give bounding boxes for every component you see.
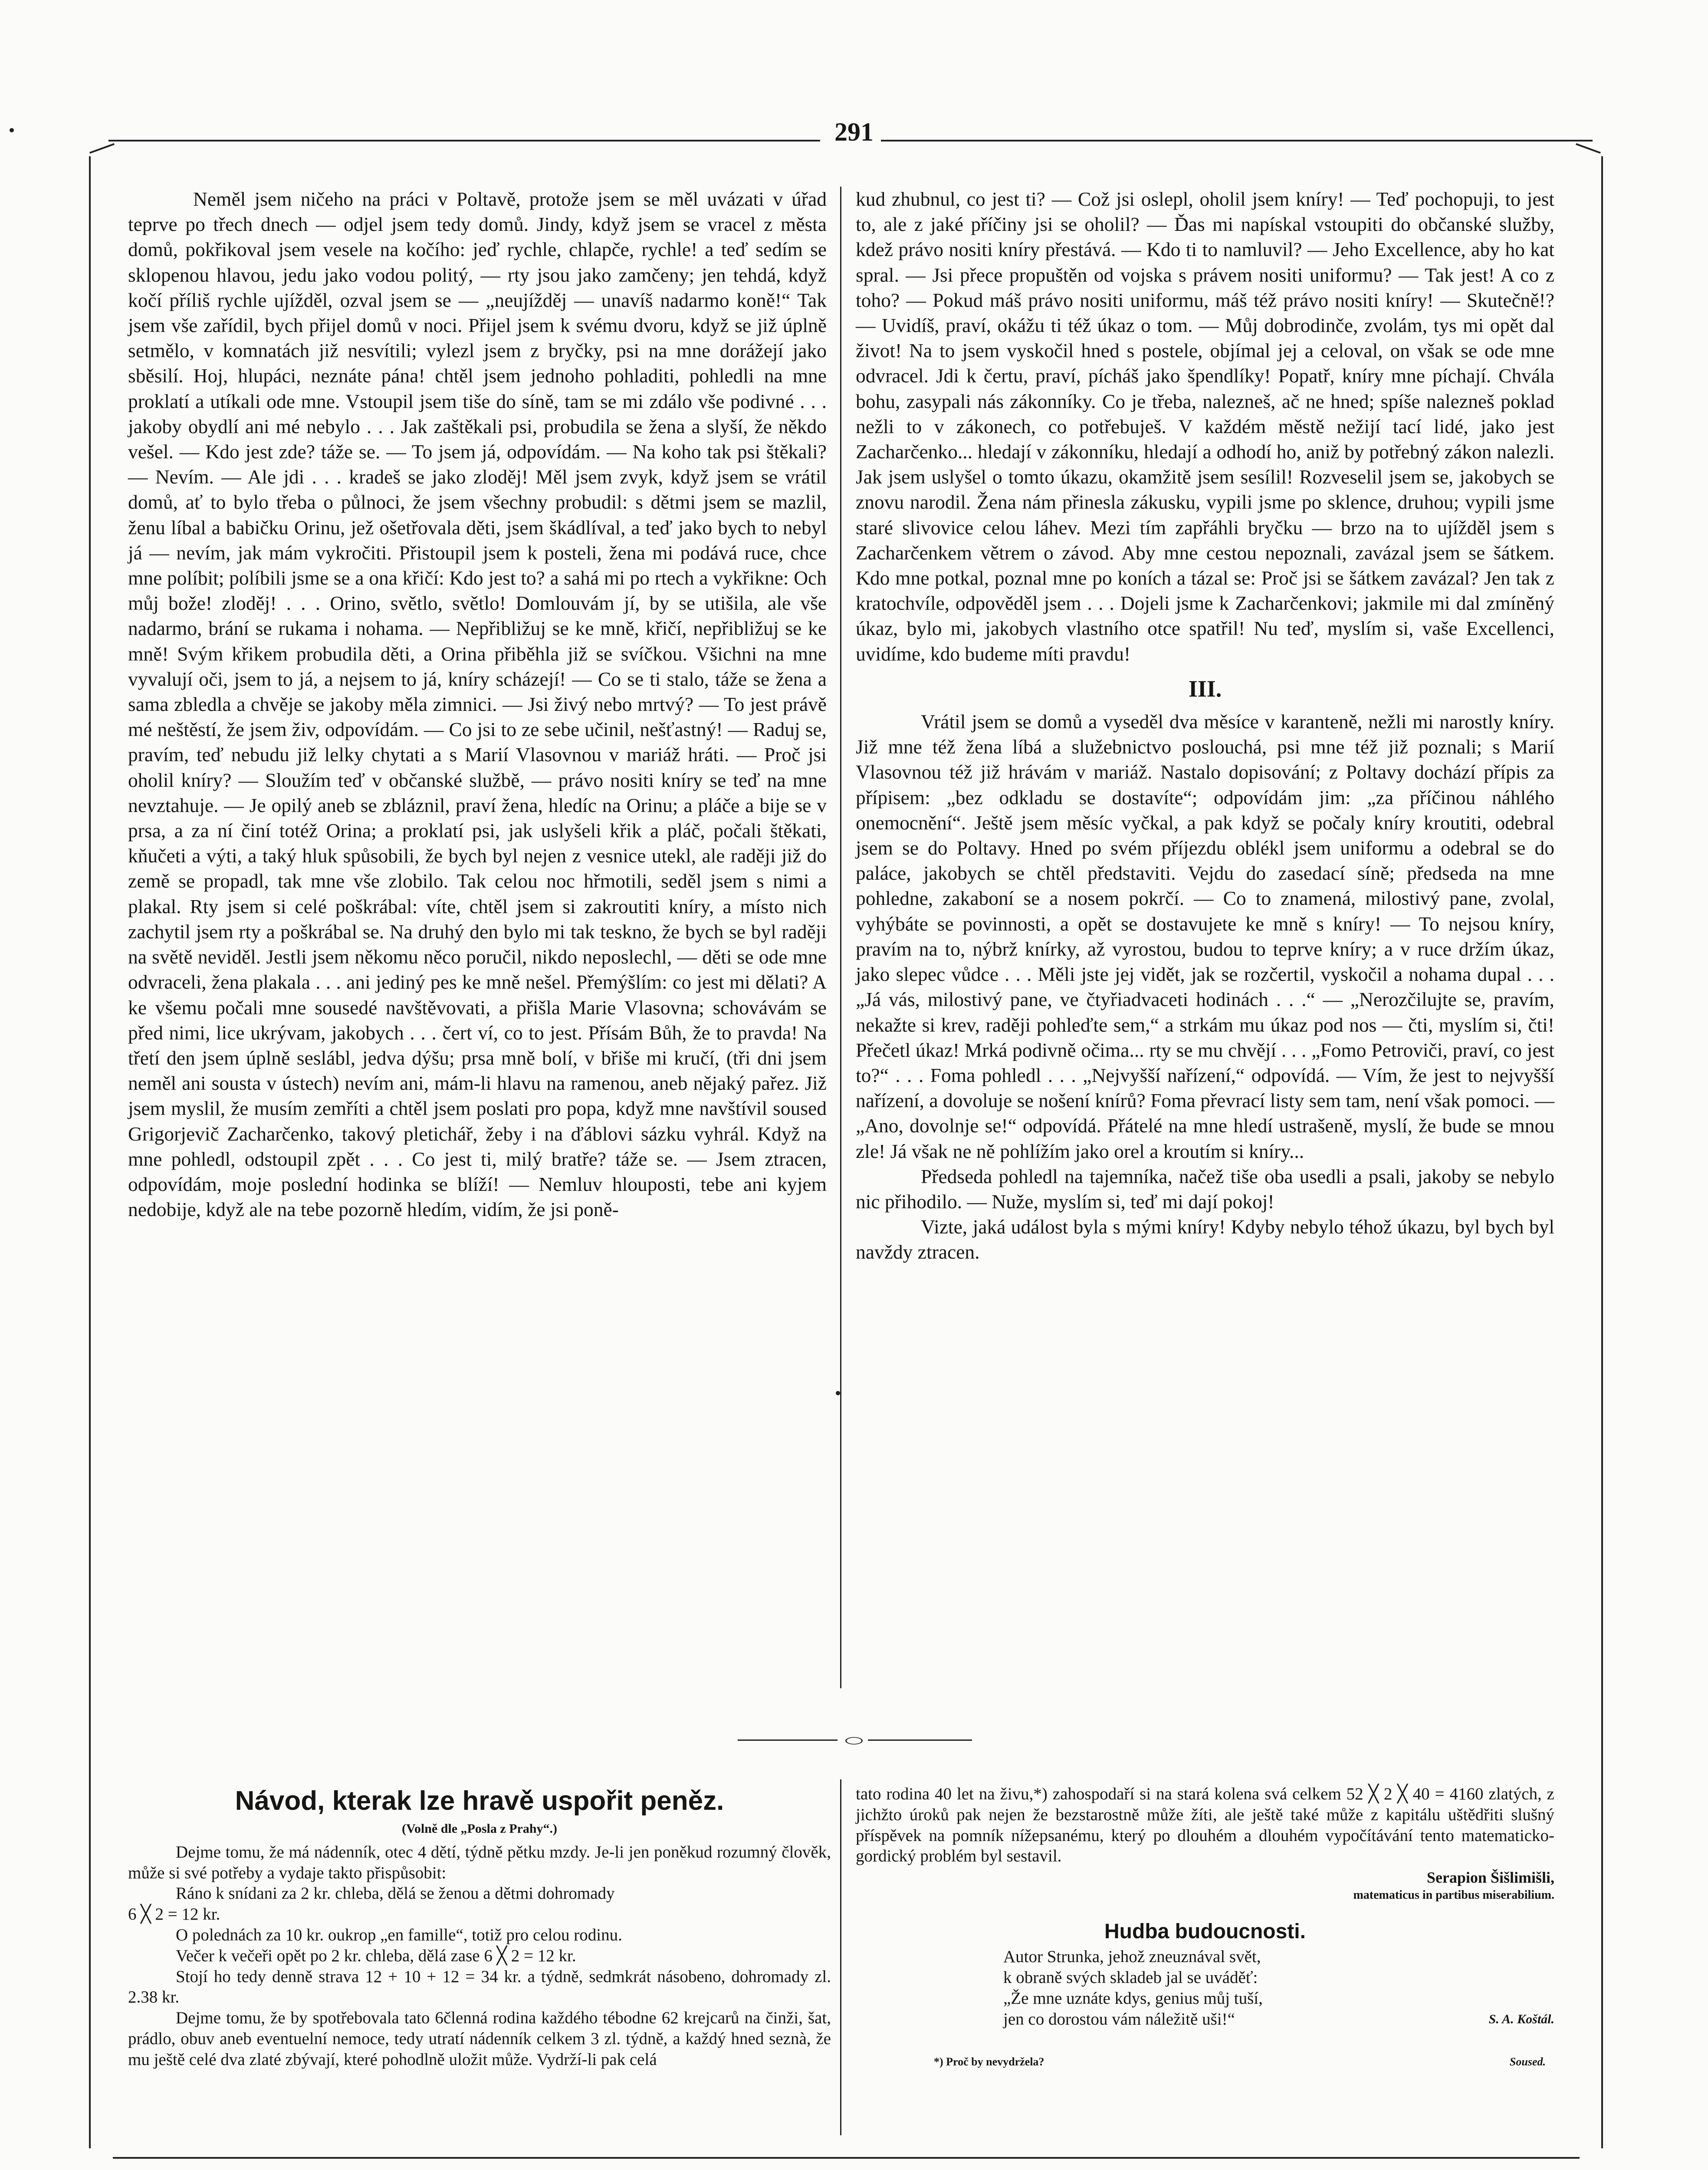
divider-ornament xyxy=(845,1737,863,1745)
frame-left xyxy=(89,156,91,2148)
article-continuation xyxy=(856,1784,1554,2073)
poem-line: „Že mne uznáte kdys, genius můj tuší, xyxy=(1003,1989,1263,2008)
column-separator-lower xyxy=(840,1779,841,2135)
poem-title: Hudba budoucnosti. xyxy=(1104,1920,1306,1943)
story-column-left xyxy=(128,187,827,1222)
top-rule-left xyxy=(108,140,820,141)
divider-bar-right xyxy=(868,1739,972,1741)
story-column-right xyxy=(856,187,1554,1265)
section-heading: III. xyxy=(1188,675,1222,702)
article-line: Večer k večeři opět po 2 kr. chleba, dělá zase 6 ╳ 2 = 12 kr. xyxy=(176,1946,576,1965)
poem-line: k obraně svých skladeb jal se uváděť: xyxy=(1003,1968,1258,1987)
poem-last-line-row xyxy=(1003,2009,1554,2030)
article-line: Stojí ho tedy denně strava 12 + 10 + 12 = 34 kr. a týdně, sedmkrát násobeno, dohromady zl. 2.38 kr. xyxy=(128,1967,831,2007)
article-line: O polednách za 10 kr. oukrop „en famille“, totiž pro celou rodinu. xyxy=(176,1925,622,1944)
ornament-divider xyxy=(738,1735,972,1746)
article-title: Návod, kterak lze hravě uspořit peněz. xyxy=(235,1786,724,1816)
poem-body xyxy=(856,1946,1554,2030)
frame-bottom xyxy=(113,2157,1580,2159)
article-paragraph: tato rodina 40 let na živu,*) zahospodaří si na stará kolena svá celkem 52 ╳ 2 ╳ 40 = 4160 zlatých, z jichžto úroků pak nejen že bezstarostně může žíti, ale ještě také může z kapitálu uštědřiti slušný příspěvek na pomník nížepsanému, který po dlouhém a dlouhém vypočítávání tento matematicko-gordický problém byl sestavil. xyxy=(856,1785,1554,1866)
article-line: Ráno k snídani za 2 kr. chleba, dělá se ženou a dětmi dohromady xyxy=(176,1884,615,1903)
divider-bar-left xyxy=(738,1739,838,1741)
poem-line: jen co dorostou vám náležitě uši!“ xyxy=(1003,2009,1235,2029)
footnote-signature: Soused. xyxy=(1509,2055,1546,2068)
print-speck xyxy=(836,1391,840,1395)
frame-right xyxy=(1601,156,1603,2148)
footnote: *) Proč by nevydržela? xyxy=(934,2055,1045,2068)
article-signature: Serapion Šišlimišli, xyxy=(1426,1869,1554,1887)
article-savings xyxy=(128,1784,831,2070)
story-paragraph: Předseda pohledl na tajemníka, načež tiše oba usedli a psali, jakoby se nebylo nic přihodilo. — Nuže, myslím si, teď mi dají pokoj! xyxy=(856,1165,1554,1213)
article-line: 6 ╳ 2 = 12 kr. xyxy=(128,1905,220,1924)
story-paragraph: Neměl jsem ničeho na práci v Poltavě, protože jsem se měl uvázati v úřad teprve po třech dnech — odjel jsem tedy domů. Jindy, když jsem se vracel z města domů, pokřikoval jsem vesele na kočího: jeď rychle, chlapče, rychle! a teď sedím se sklopenou hlavou, jedu jako vodou politý, — rty jsou jako zamčeny; jen tehdá, když kočí příliš rychle ujížděl, ozval jsem se — „neujížděj — unavíš nadarmo koně!“ Tak jsem vše zařídil, bych přijel domů v noci. Přijel jsem k svému dvoru, když se již úplně setmělo, v komnatách již nesvítili; vylezl jsem z bryčky, psi na mne dorážejí jako sběsilí. Hoj, hlupáci, neznáte pána! chtěl jsem jednoho pohladiti, pohledli na mne proklatí a utíkali ode mne. Vstoupil jsem tiše do síně, tam se mi zdálo vše podivné . . . jakoby obydlí ani mé nebylo . . . Jak zaštěkali psi, probudila se žena a slyší, že někdo vešel. — Kdo jest zde? táže se. — To jsem já, odpovídám. — Na koho tak psi štěkali? — Nevím. — Ale jdi . . . kradeš se jako zloděj! Měl jsem zvyk, když jsem se vrátil domů, ať to bylo třeba o půlnoci, že jsem všechny probudil: s dětmi jsem se mazlil, ženu líbal a babičku Orinu, jež ošetřovala děti, jsem škádlíval, a teď jako bych to nebyl já — nevím, jak mám vykročiti. Přistoupil jsem k posteli, žena mi podává ruce, chce mne políbit; políbili jsme se a ona křičí: Kdo jest to? a sahá mi po rtech a vykřikne: Och můj bože! zloděj! . . . Orino, světlo, světlo! Domlouvám jí, by se utišila, ale vše nadarmo, brání se rukama i nohama. — Nepřibližuj se ke mně, křičí, nepřibližuj se ke mně! Svým křikem probudila děti, a Orina přiběhla již se svíčkou. Všichni na mne vyvalují oči, jsem to já, a nejsem to já, kníry scházejí! — Co se ti stalo, táže se žena a sama zbledla a chvěje se jakoby měla zimnici. — Jsi živý nebo mrtvý? — To jest právě mé neštěstí, že jsem živ, odpovídám. — Co jsi to ze sebe učinil, nešťastný! — Raduj se, pravím, teď nebudu již lelky chytati a s Marií Vlasovnou v mariáž hráti. — Proč jsi oholil kníry? — Sloužím teď v občanské službě, — právo nositi kníry se teď na mne nevztahuje. — Je opilý aneb se zbláznil, praví žena, hledíc na Orinu; a pláče a bije se v prsa, a za ní činí totéž Orina; a proklatí psi, jak uslyšeli křik a pláč, počali štěkati, kňučeti a výti, a taký hluk spůsobili, že bych byl nejen z vesnice utekl, ale raději již do země se propadl, tak mne vše zlobilo. Tak celou noc hřmotili, seděl jsem s nimi a plakal. Rty jsem si celé poškrábal: víte, chtěl jsem si zakroutiti kníry, a místo nich zachytil jsem rty a poškrábal se. Na druhý den bylo mi tak teskno, že bych se byl raději na světě neviděl. Jestli jsem někomu něco poručil, nikdo neposlechl, — děti se ode mne odvraceli, žena plakala . . . ani jediný pes ke mně nešel. Přemýšlím: co jest mi dělati? A ke všemu počali mne sousedé navštěvovati, a přišla Marie Vlasovna; schovávám se před nimi, lice ukrývam, jakobych . . . čert ví, co to jest. Přísám Bůh, že to pravda! Na třetí den jsem úplně seslábl, jedva dýšu; prsa mně bolí, v břiše mi kručí, (tři dni jsem neměl ani sousta v ústech) nevím ani, mám-li hlavu na ramenou, aneb nějaký pařez. Již jsem myslil, že musím zemříti a chtěl jsem poslati pro popa, když mne navštívil soused Grigorjevič Zacharčenko, takový pletichář, žeby i na ďáblovi sázku vyhrál. Když na mne pohledl, odstoupil zpět . . . Co jest ti, milý bratře? táže se. — Jsem ztracen, odpovídám, moje poslední hodinka se blíží! — Nemluv hlouposti, tebe ani kyjem nedobije, když ale na tebe pozorně hledím, vidím, že jsi poně- xyxy=(128,188,827,1221)
article-paragraph: Dejme tomu, že má nádenník, otec 4 dětí, týdně pětku mzdy. Je-li jen poněkud rozumný člověk, může si své potřeby a vydaje takto přispůsobit: xyxy=(128,1842,831,1882)
footnote-row xyxy=(856,2052,1554,2073)
column-separator xyxy=(840,187,841,1688)
print-speck xyxy=(10,128,14,132)
poem-line: Autor Strunka, jehož zneuznával svět, xyxy=(1003,1947,1261,1966)
article-signature-title: matematicus in partibus miserabilium. xyxy=(1353,1888,1554,1902)
story-paragraph: Vizte, jaká událost byla s mými kníry! Kdyby nebylo téhož úkazu, byl bych byl navždy ztracen. xyxy=(856,1216,1554,1263)
article-paragraph: Dejme tomu, že by spotřebovala tato 6členná rodina každého tébodne 62 krejcarů na činži, šat, prádlo, obuv aneb eventuelní nemoce, tedy utratí nádenník celkem 3 zl. týdně, a každý hned seznà, že mu ještě celé dva zlaté zbývají, které pohodlně uložit může. Vydrží-li pak celá xyxy=(128,2009,831,2069)
page-number: 291 xyxy=(834,118,874,146)
story-paragraph: kud zhubnul, co jest ti? — Což jsi oslepl, oholil jsem kníry! — Teď pochopuji, to jest to, ale z jaké příčiny jsi se oholil? — Ďas mi napískal vstoupiti do občanské služby, kdež právo nositi kníry přestává. — Kdo ti to namluvil? — Jeho Excellence, aby ho kat spral. — Jsi přece propuštěn od vojska s právem nositi uniformu? — Tak jest! A co z toho? — Pokud máš právo nositi uniformu, máš též právo nositi kníry! — Skutečně!? — Uvidíš, praví, okážu ti též úkaz o tom. — Můj dobrodinče, zvolám, tys mi opět dal život! Na to jsem vyskočil hned s postele, objímal jej a celoval, on však se ode mne odvracel. Jdi k čertu, praví, pícháš jako špendlíky! Popatř, kníry mne píchají. Chvála bohu, zasypali nás zákonníky. Co je třeba, nalezneš, ač ne hned; spíše nalezneš poklad nežli to v zákonech, co potřebuješ. V každém městě nežijí tací lidé, jako jest Zacharčenko... hledají v zákonníku, hledají a odhodí ho, aniž by potřebný zákon nalezli. Jak jsem uslyšel o tomto úkazu, okamžitě jsem sesílil! Rozveselil jsem se, jakobych se znovu narodil. Žena nám přinesla zákusku, vypili jsme po sklence, druhou; vypili jsme staré slivovice celou láhev. Mezi tím zapřáhli bryčku — brzo na to ujížděl jsem s Zacharčenkem větrem o závod. Aby mne cestou nepoznali, zavázal jsem se šátkem. Kdo mne potkal, poznal mne po koních a tázal se: Proč jsi se šátkem zavázal? Jen tak z kratochvíle, odpověděl jsem . . . Dojeli jsme k Zacharčenkovi; jakmile mi dal zmíněný úkaz, bylo mi, jakobych vlastního otce spatřil! Nu teď, myslím si, vaše Excellenci, uvidíme, kdo budeme míti pravdu! xyxy=(856,188,1554,665)
story-paragraph: Vrátil jsem se domů a vyseděl dva měsíce v karanteně, nežli mi narostly kníry. Již mne též žena líbá a služebnictvo poslouchá, psi mne též již poznali; s Marií Vlasovnou též již hrávám v mariáž. Nastalo dopisování; z Poltavy dochází přípis za přípisem: „bez odkladu se dostavíte“; odpovídám jim: „za příčinou náhlého onemocnění“. Ještě jsem měsíc vyčkal, a pak když se počaly kníry kroutiti, odebral jsem se do Poltavy. Hned po svém příjezdu oblékl jsem uniformu a odebral se do paláce, jakobych se chtěl představiti. Vejdu do zasedací síně; předseda na mne pohledne, zakaboní se a nosem pokrčí. — Co to znamená, milostivý pane, zvolal, vyhýbáte se povinnosti, a opět se dostavujete ke mně s kníry! — To nejsou kníry, pravím na to, nýbrž knírky, až vyrostou, budou to teprve kníry; a v ruce držím úkaz, jako slepec vůdce . . . Měli jste jej vidět, jak se rozčertil, vyskočil a nohama dupal . . . „Já vás, milostivý pane, ve čtyřiadvaceti hodinách . . .“ — „Nerozčilujte se, pravím, nekažte si krev, raději pohleďte sem,“ a strkám mu úkaz pod nos — čti, myslím si, čti! Přečetl úkaz! Mrká podivně očima... rty se mu chvějí . . . „Fomo Petroviči, praví, co jest to?“ . . . Foma pohledl . . . „Nejvyšší nařízení,“ odpovídá. — Vím, že jest to nejvyšší nařízení, a dovoluje se nošení knírů? Foma převrací listy sem tam, není však pomoci. — „Ano, dovolnje se!“ odpovídá. Přátelé na mne hledí ustrašeně, myslí, že bude se mnou zle! Já však ne ně pohlížím jako orel a kroutím si kníry... xyxy=(856,710,1554,1162)
top-rule-right xyxy=(881,140,1593,141)
poem-author: S. A. Koštál. xyxy=(1488,2012,1554,2026)
article-subtitle: (Volně dle „Posla z Prahy“.) xyxy=(401,1821,558,1836)
